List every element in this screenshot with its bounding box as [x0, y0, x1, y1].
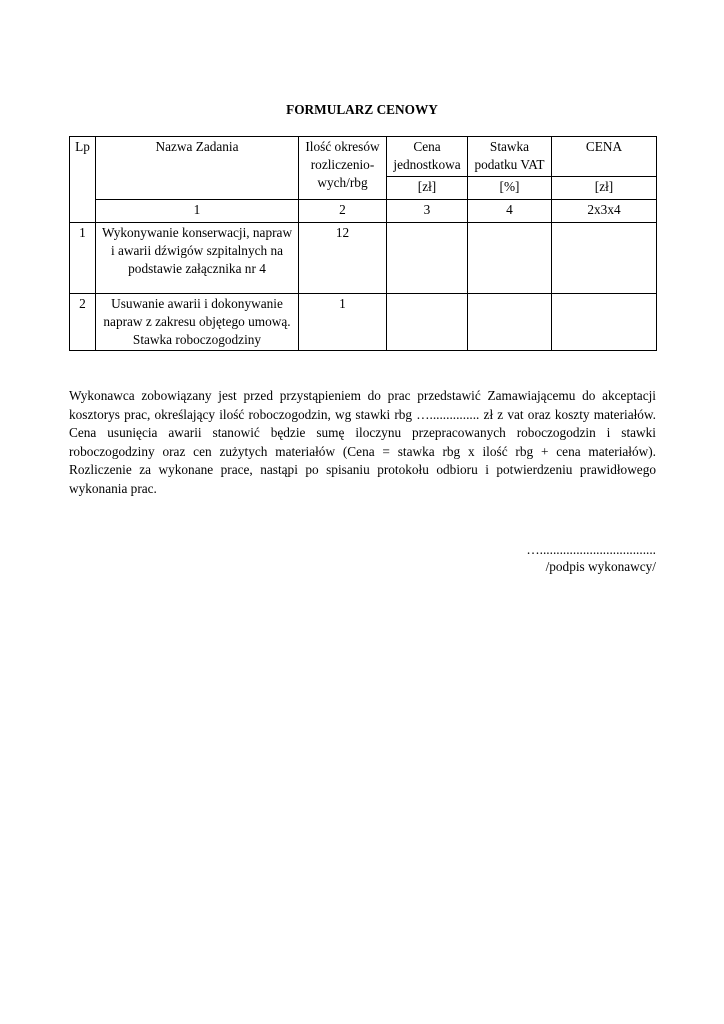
colnum-cena: 2x3x4 — [552, 200, 657, 223]
row-nazwa: Wykonywanie konserwacji, napraw i awarii dźwigów szpitalnych na podstawie załącznika nr 4 — [96, 223, 299, 294]
table-row — [70, 294, 657, 351]
terms-paragraph: Wykonawca zobowiązany jest przed przystąpieniem do prac przedstawić Zamawiającemu do akceptacji kosztorys prac, określający ilość roboczogodzin, wg stawki rbg …............... zł z vat oraz koszty materiałów. Cena usunięcia awarii stanowić będzie sumę iloczynu przepracowanych roboczogodzin i stawki roboczogodziny oraz cen zużytych materiałów (Cena = stawka rbg x ilość rbg + cena materiałów). Rozliczenie za wykonane prace, nastąpi po spisaniu protokołu odbioru i potwierdzeniu prawidłowego wykonania prac. — [69, 388, 656, 496]
row-ilosc: 1 — [299, 294, 387, 351]
header-cena-jednostkowa: Cena jednostkowa — [387, 137, 468, 177]
table-column-numbers-row — [70, 200, 657, 223]
header-lp-continued — [70, 177, 96, 223]
header-ilosc: Ilość okresów rozliczenio-wych/rbg — [299, 137, 387, 200]
price-table — [69, 136, 657, 351]
unit-cena: [zł] — [552, 177, 657, 200]
header-stawka-vat: Stawka podatku VAT — [468, 137, 552, 177]
row-cena-jednostkowa-field[interactable] — [387, 223, 468, 294]
header-nazwa: Nazwa Zadania — [96, 137, 299, 200]
colnum-nazwa: 1 — [96, 200, 299, 223]
unit-cena-jednostkowa: [zł] — [387, 177, 468, 200]
row-cena-field[interactable] — [552, 294, 657, 351]
row-nazwa: Usuwanie awarii i dokonywanie napraw z zakresu objętego umową. Stawka roboczogodziny — [96, 294, 299, 351]
colnum-stawka-vat: 4 — [468, 200, 552, 223]
row-cena-jednostkowa-field[interactable] — [387, 294, 468, 351]
unit-stawka-vat: [%] — [468, 177, 552, 200]
table-header-row — [70, 137, 657, 177]
signature-label: /podpis wykonawcy/ — [545, 559, 656, 574]
document-title: FORMULARZ CENOWY — [286, 102, 438, 117]
colnum-cena-jednostkowa: 3 — [387, 200, 468, 223]
colnum-ilosc: 2 — [299, 200, 387, 223]
row-ilosc: 12 — [299, 223, 387, 294]
row-cena-field[interactable] — [552, 223, 657, 294]
row-lp: 2 — [70, 294, 96, 351]
row-stawka-vat-field[interactable] — [468, 294, 552, 351]
row-stawka-vat-field[interactable] — [468, 223, 552, 294]
signature-line: …................................... — [526, 542, 656, 557]
header-lp: Lp — [70, 137, 96, 177]
table-row — [70, 223, 657, 294]
header-cena: CENA — [552, 137, 657, 177]
row-lp: 1 — [70, 223, 96, 294]
